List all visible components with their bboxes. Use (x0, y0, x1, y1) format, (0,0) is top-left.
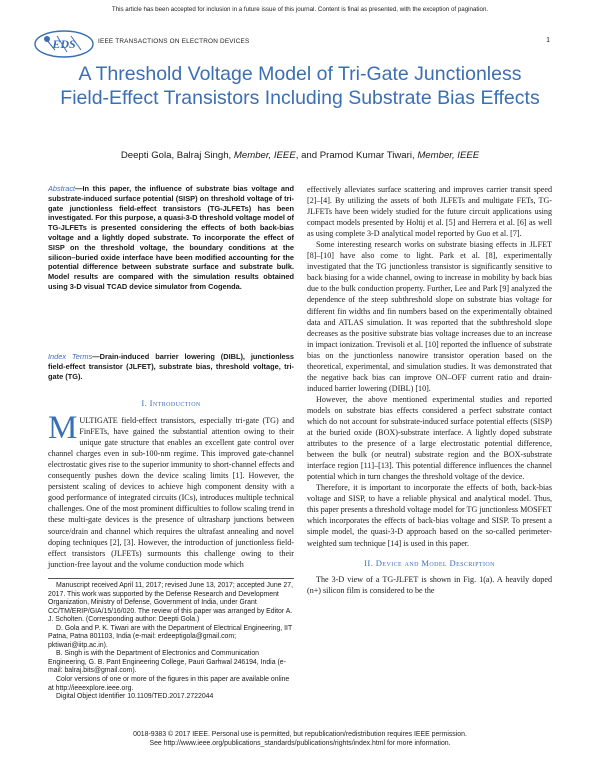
page-number: 1 (546, 37, 550, 44)
section-heading-introduction: I. Introduction (141, 398, 201, 408)
index-terms-text: —Drain-induced barrier lowering (DIBL), junctionless field-effect transistor (JLFET), substrate bias, threshold voltage, tri-gate (TG). (48, 352, 294, 381)
paragraph: Therefore, it is important to incorporate the effects of both, back-bias voltage and SISP, to have a reliable physical and analytical model. Thus, this paper presents a threshold voltage model for TG junctionless MOSFET which incorporates the effects of back-bias voltage and SISP. To present a simple model, the quasi-3-D approach based on the so-called perimeter-weighted sum technique [14] is used in this paper. (307, 483, 552, 548)
abstract-label: Abstract (48, 184, 76, 193)
paragraph: The 3-D view of a TG-JLFET is shown in Fig. 1(a). A heavily doped (n+) silicon film is considered to be the (307, 574, 552, 595)
introduction-section (48, 398, 294, 570)
section-heading-device-model: II. Device and Model Description (364, 557, 495, 568)
paragraph: effectively alleviates surface scattering and improves carrier transit speed [2]–[4]. By utilizing the assets of both JLFETs and multigate FETs, TG-JLFETs have been widely studied for the future circuit applications using compact models presented by Holtij et al. [5] and Herrera et al. [6] as well as using complete 3-D analytical model reported by Guo et al. [7]. (307, 185, 552, 239)
paragraph: However, the above mentioned experimental studies and reported models on substrate bias effects considered a perfect substrate contact which do not account for substrate-induced surface potential effects (SISP) at the buried oxide (BOX)-substrate interface. A lightly doped substrate attributes to the presence of a large electrostatic potential difference, between the bulk (or neutral) substrate region and the BOX-substrate interface region [11]–[13]. This potential difference influences the channel potential which in turn changes the threshold voltage of the device. (307, 394, 552, 482)
index-terms-label: Index Terms (48, 352, 93, 361)
right-column (307, 184, 552, 596)
paragraph: Some interesting research works on substrate biasing effects in JLFET [8]–[10] have also come to light. Park et al. [8], experimentally investigated that the TG junctionless transistor is significantly sensitive to back biasing for a wide channel, owing to increase in mobility by back bias due to the bulk conduction property. Further, Lee and Park [9] analyzed the dependence of the steep subthreshold slope on substrate bias voltage for different fin widths and fin numbers based on the experimentally obtained data and ATLAS simulation. It was reported that the subthreshold slope decreases as the positive substrate bias voltage increases due to an increase in impact ionization. Trevisoli et al. [10] reported the influence of substrate bias on the junctionless nanowire transistor operation based on the theoretical, experimental, and simulation studies. It was demonstrated that the negative back bias can improve ON–OFF current ratio and drain-induced barrier lowering (DIBL) [10]. (307, 240, 552, 393)
running-head: IEEE TRANSACTIONS ON ELECTRON DEVICES (98, 38, 250, 45)
footnote-doi: Digital Object Identifier 10.1109/TED.2017.2722044 (56, 693, 214, 701)
copyright-footer (0, 730, 600, 748)
abstract-text: —In this paper, the influence of substrate bias voltage and substrate-induced surface potential (SISP) on threshold voltage of tri-gate junctionless field-effect transistors (TG-JLFETs) has been investigated. For this purpose, a quasi-3-D threshold voltage model of TG-JLFETs is presented considering the effects of both back-bias voltage and a lightly doped substrate. To incorporate the effect of SISP on the threshold voltage, the boundary conditions at the silicon–buried oxide interface have been modified accounting for the potential difference between substrate surface and substrate bulk. Model results are compared with the simulation results obtained using 3-D visual TCAD device simulator from Cogenda. (48, 184, 294, 291)
paper-title: A Threshold Voltage Model of Tri-Gate Junctionless Field-Effect Transistors Including Substrate Bias Effects (60, 63, 540, 109)
footnote-affiliation-2: B. Singh is with the Department of Electronics and Communication Engineering, G. B. Pant Engineering College, Pauri Garhwal 246194, India (e-mail: balraj.bits@gmail.com). (48, 650, 286, 675)
footnotes (48, 582, 294, 702)
ieee-logo (33, 28, 95, 60)
copyright-line: 0018-9383 © 2017 IEEE. Personal use is permitted, but republication/redistribution requires IEEE permission. (133, 731, 467, 738)
footnote-color-note: Color versions of one or more of the figures in this paper are available online at http://ieeexplore.ieee.org. (48, 676, 290, 692)
drop-cap: M (48, 410, 78, 447)
footnote-rule (48, 578, 294, 579)
index-terms (48, 352, 294, 381)
footnote-manuscript: Manuscript received April 11, 2017; revised June 13, 2017; accepted June 27, 2017. This work was supported by the Defense Research and Development Organization, Ministry of Defense, Government of India, under Grant CC/TM/ERIP/GIA/15/16/020. The review of this paper was arranged by Editor A. J. Scholten. (Corresponding author: Deepti Gola.) (48, 582, 293, 624)
abstract (48, 184, 294, 292)
footnote-affiliation-1: D. Gola and P. K. Tiwari are with the Department of Electrical Engineering, IIT Patna, Patna 801103, India (e-mail: erdeeptigola@gmail.com; pktiwari@iitp.ac.in). (48, 624, 293, 649)
permissions-line: See http://www.ieee.org/publications_standards/publications/rights/index.html for more information. (149, 740, 451, 747)
intro-paragraph: ULTIGATE field-effect transistors, especially tri-gate (TG) and FinFETs, have gained the substantial attention owing to their unique gate structure that enables an excellent gate control over channel charges even in sub-100-nm regime. This improved gate-channel electrostatic gives rise to the superior immunity to short-channel effects and consequently pushes down the device scaling limits [1]. However, the persistent scaling of devices to achieve high component density with a good performance of integrated circuits (ICs), introduces multiple technical challenges. One of the most prominent difficulties to follow scaling trend in these multi-gate devices is the presence of ultrasharp junctions between source/drain and channel which requires the ultrafast annealing and novel doping techniques [2], [3]. However, the introduction of junctionless field-effect transistors (JLFETs) surmounts this challenge owing to their junction-free layout and the volume conduction mode which (48, 416, 294, 569)
acceptance-notice: This article has been accepted for inclusion in a future issue of this journal. Content is final as presented, with the exception of pagination. (111, 6, 489, 13)
svg-text:EDS: EDS (52, 37, 76, 51)
author-line: Deepti Gola, Balraj Singh, Member, IEEE, and Pramod Kumar Tiwari, Member, IEEE (120, 150, 480, 161)
